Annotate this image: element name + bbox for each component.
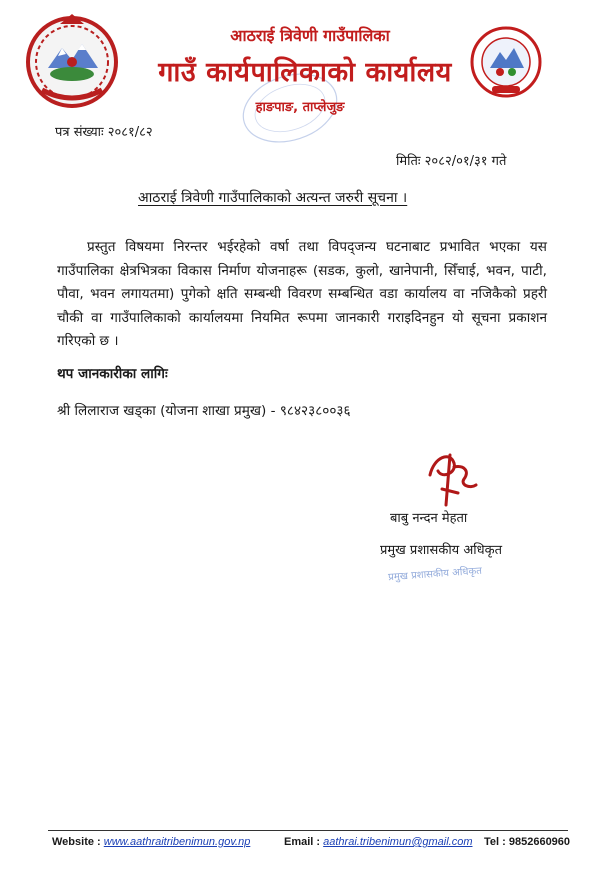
- signatory-title: प्रमुख प्रशासकीय अधिकृत: [380, 543, 503, 558]
- signatory-stamp: प्रमुख प्रशासकीय अधिकृत: [387, 565, 483, 584]
- website-link[interactable]: www.aathraitribenimun.gov.np: [103, 836, 251, 848]
- tel-number: 9852660960: [508, 836, 571, 848]
- tel-label: Tel :: [484, 836, 506, 848]
- email-label: Email :: [284, 836, 321, 848]
- signature-icon: [420, 445, 480, 515]
- office-title: गाउँ कार्यपालिकाको कार्यालय: [158, 57, 452, 88]
- government-emblem-icon: [22, 10, 122, 110]
- footer-tel: [484, 836, 570, 848]
- website-label: Website :: [52, 836, 101, 848]
- municipality-name: आठराई त्रिवेणी गाउँपालिका: [230, 26, 390, 45]
- notice-body: प्रस्तुत विषयमा निरन्तर भईरहेको वर्षा तथा विपद्जन्य घटनाबाट प्रभावित भएका यस गाउँपालिका क्षेत्रभित्रका विकास निर्माण योजनाहरू (सडक, कुलो, खानेपानी, सिँचाई, भवन, पाटी, पौवा, भवन लगायतमा) पुगेको क्षति सम्बन्धी विवरण सम्बन्धित वडा कार्यालय वा नजिकैको प्रहरी चौकी वा गाउँपालिकाको कार्यालयमा नियमित रूपमा जानकारी गराइदिनहुन यो सूचना प्रकाशन गरिएको छ ।: [57, 239, 547, 349]
- more-info-heading: थप जानकारीका लागिः: [57, 366, 168, 382]
- reference-number: पत्र संख्याः २०८१/८२: [55, 125, 153, 140]
- office-address: हाङपाङ, ताप्लेजुङ: [255, 100, 345, 115]
- notice-subject: आठराई त्रिवेणी गाउँपालिकाको अत्यन्त जरुरी सूचना ।: [138, 190, 408, 206]
- signatory-name: बाबु नन्दन मेहता: [390, 511, 468, 526]
- footer-website: [52, 836, 250, 848]
- contact-person: श्री लिलाराज खड्का (योजना शाखा प्रमुख) - ९८४२३८००३६: [57, 403, 351, 419]
- letter-date: मितिः २०८२/०१/३१ गते: [396, 154, 507, 169]
- email-link[interactable]: aathrai.tribenimun@gmail.com: [323, 836, 473, 848]
- footer-divider: [48, 830, 568, 831]
- footer-email: [284, 836, 472, 848]
